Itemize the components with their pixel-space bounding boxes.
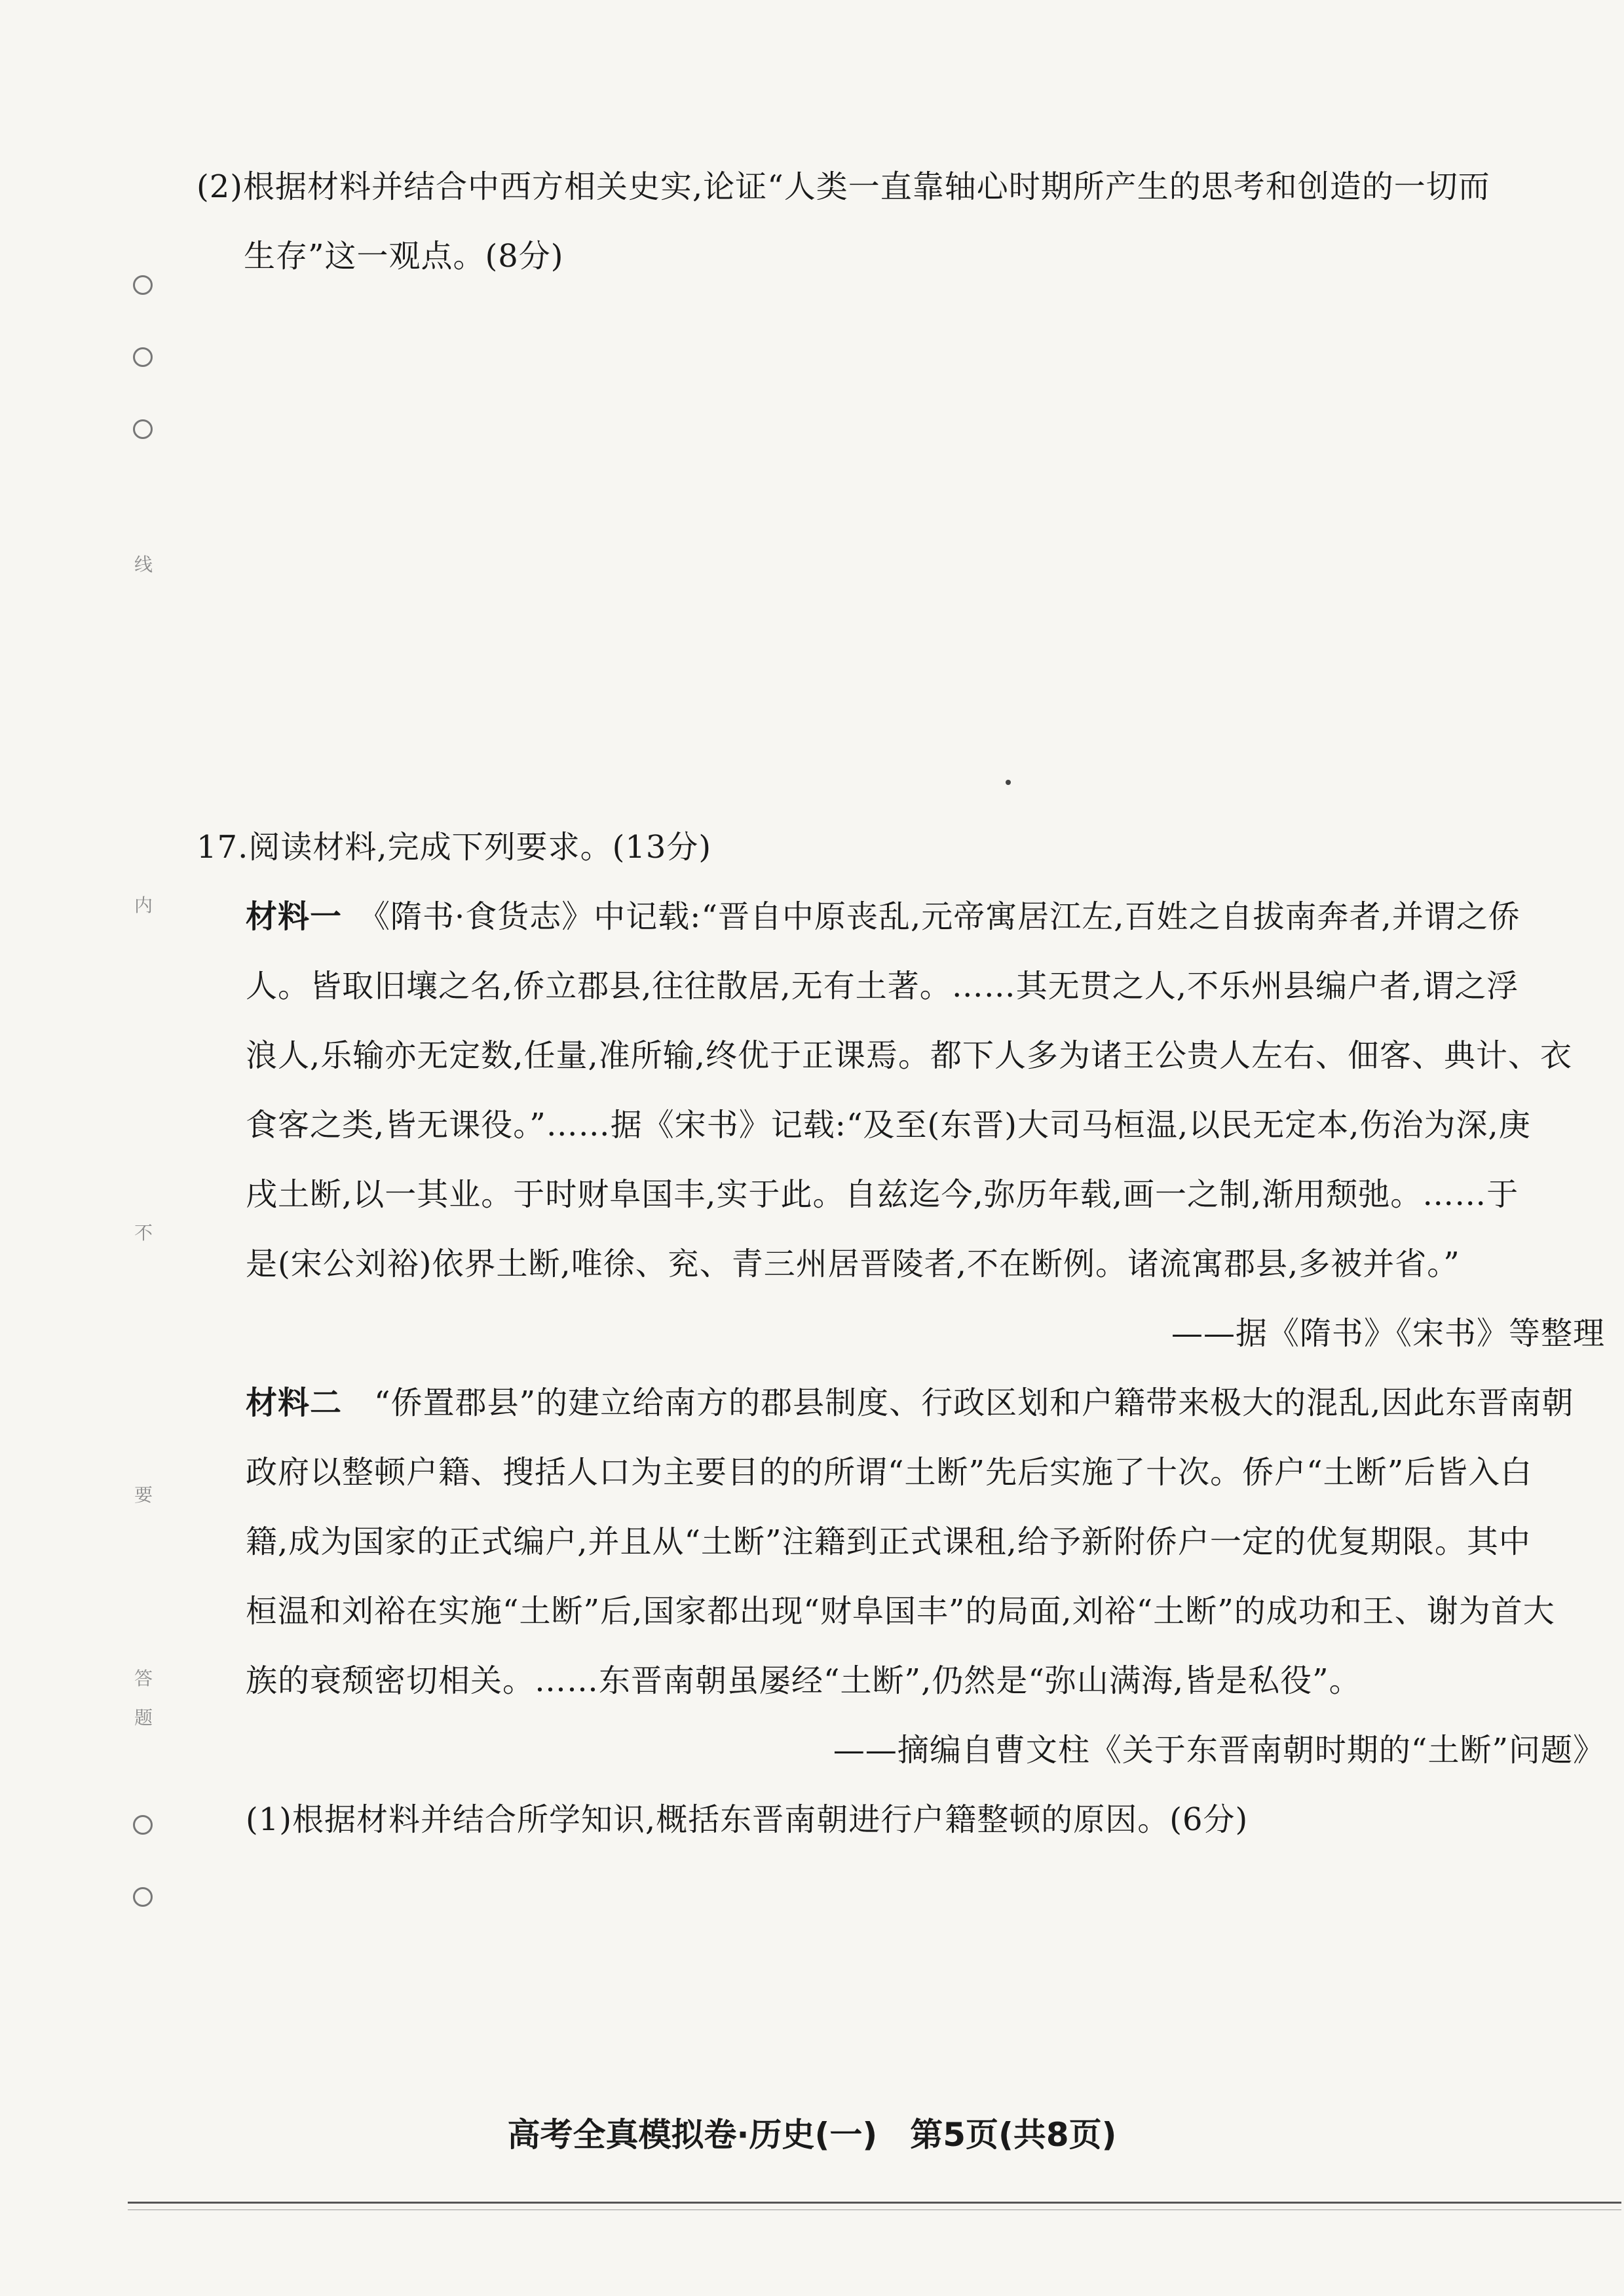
material-line: 人。皆取旧壤之名,侨立郡县,往往散居,无有土著。……其无贯之人,不乐州县编户者,谓之浮: [246, 968, 1519, 1004]
binding-margin: [128, 197, 167, 1966]
material-line: 桓温和刘裕在实施“土断”后,国家都出现“财阜国丰”的局面,刘裕“土断”的成功和王、谢为首大: [246, 1593, 1555, 1630]
material-line: 浪人,乐输亦无定数,任量,准所输,终优于正课焉。都下人多为诸王公贵人左右、佃客、典计、衣: [246, 1037, 1573, 1074]
binding-hole: [133, 275, 153, 295]
question-text-line: 生存”这一观点。(8分): [244, 238, 564, 275]
binding-mark: 不: [134, 1222, 153, 1244]
material-one: [246, 882, 1605, 1854]
material-source: ——摘编自曹文柱《关于东晋南朝时期的“土断”问题》: [833, 1732, 1605, 1769]
material-line: 食客之类,皆无课役。”……据《宋书》记载:“及至(东晋)大司马桓温,以民无定本,伤治为深,庚: [246, 1107, 1531, 1143]
question-17: [197, 813, 1605, 882]
binding-mark: 要: [134, 1484, 153, 1506]
material-line: 籍,成为国家的正式编户,并且从“土断”注籍到正式课租,给予新附侨户一定的优复期限。其中: [246, 1523, 1531, 1560]
material-source: ——据《隋书》《宋书》等整理: [1171, 1315, 1605, 1352]
material-line: 是(宋公刘裕)依界土断,唯徐、兖、青三州居晋陵者,不在断例。诸流寓郡县,多被并省。”: [246, 1246, 1460, 1282]
binding-mark: 答: [134, 1668, 153, 1689]
material-line: [246, 882, 1605, 951]
question-16-part-2: [197, 152, 1605, 291]
material-one-label: 材料一: [246, 898, 343, 935]
material-two-text: “侨置郡县”的建立给南方的郡县制度、行政区划和户籍带来极大的混乱,因此东晋南朝: [374, 1385, 1574, 1421]
material-line: 族的衰颓密切相关。……东晋南朝虽屡经“土断”,仍然是“弥山满海,皆是私役”。: [246, 1662, 1361, 1699]
binding-hole: [133, 347, 153, 367]
page-footer: 高考全真模拟卷·历史(一) 第5页(共8页): [507, 2116, 1117, 2154]
binding-mark: 内: [134, 894, 153, 916]
material-two-label: 材料二: [246, 1385, 343, 1421]
material-line: [246, 1368, 1605, 1438]
binding-hole: [133, 419, 153, 439]
bottom-rule: [128, 2202, 1621, 2204]
material-one-text: 《隋书·食货志》中记载:“晋自中原丧乱,元帝寓居江左,百姓之自拔南奔者,并谓之侨: [374, 898, 1520, 935]
question-heading: 17.阅读材料,完成下列要求。(13分): [197, 829, 712, 866]
binding-hole: [133, 1815, 153, 1835]
question-text-line: (2)根据材料并结合中西方相关史实,论证“人类一直靠轴心时期所产生的思考和创造的一切而: [197, 168, 1490, 205]
binding-hole: [133, 1887, 153, 1907]
binding-mark: 题: [134, 1707, 153, 1729]
stray-dot: [1006, 780, 1011, 785]
sub-question-1: (1)根据材料并结合所学知识,概括东晋南朝进行户籍整顿的原因。(6分): [246, 1801, 1249, 1838]
material-line: 政府以整顿户籍、搜括人口为主要目的的所谓“土断”先后实施了十次。侨户“土断”后皆入白: [246, 1454, 1533, 1491]
binding-mark: 线: [134, 554, 153, 575]
material-line: 戌土断,以一其业。于时财阜国丰,实于此。自兹迄今,弥历年载,画一之制,渐用颓弛。……于: [246, 1176, 1519, 1213]
